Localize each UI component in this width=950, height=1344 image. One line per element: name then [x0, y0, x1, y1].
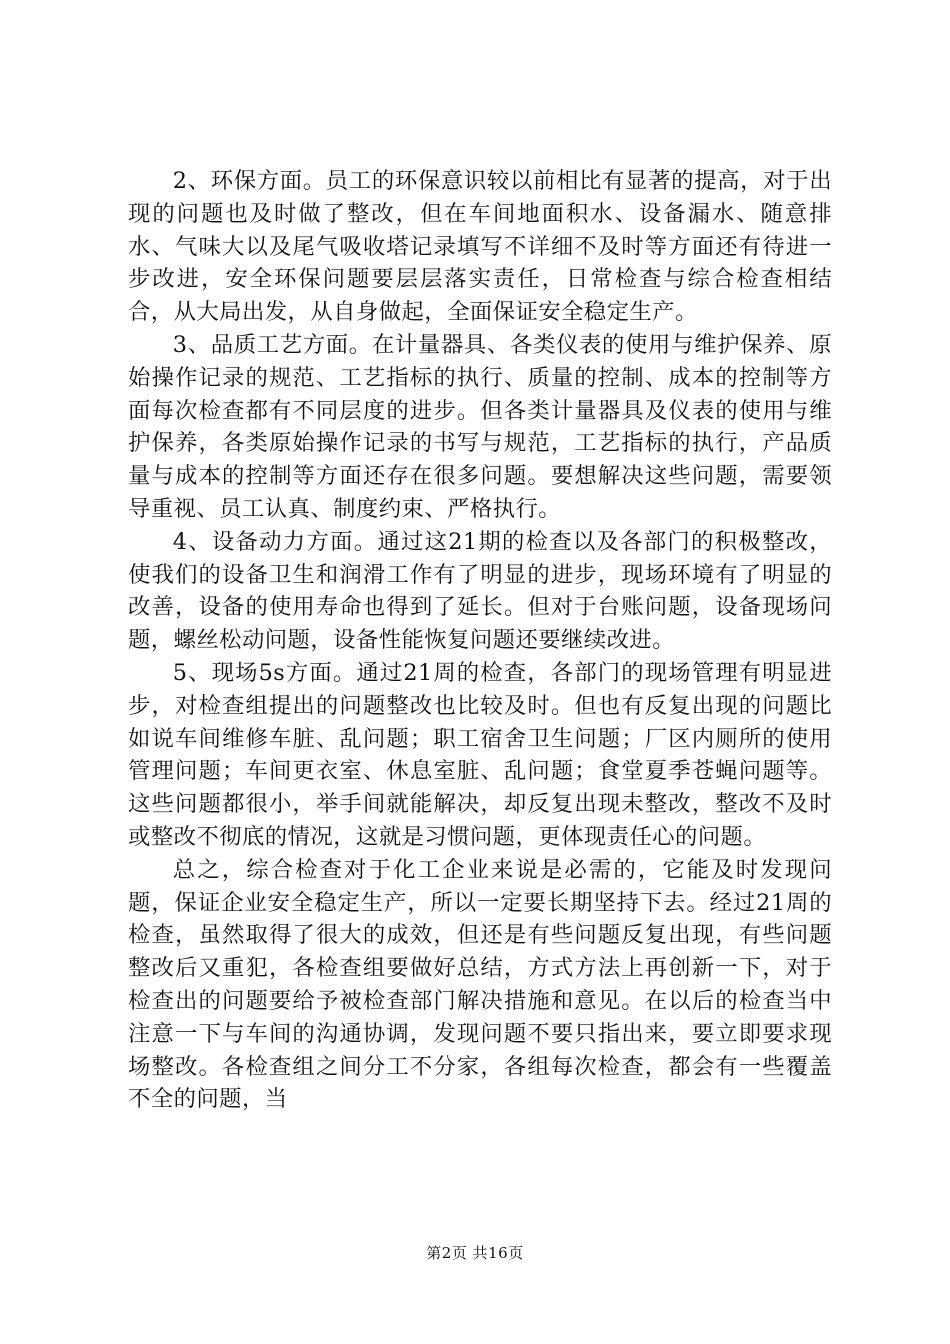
page-number-footer: 第2页 共16页	[426, 1244, 524, 1262]
paragraph-quality-process: 3、品质工艺方面。在计量器具、各类仪表的使用与维护保养、原始操作记录的规范、工艺指标的执行、质量的控制、成本的控制等方面每次检查都有不同层度的进步。但各类计量器具及仪表的使用与维护保养，各类原始操作记录的书写与规范，工艺指标的执行，产品质量与成本的控制等方面还存在很多问题。要想解决这些问题，需要领导重视、员工认真、制度约束、严格执行。	[128, 331, 832, 522]
paragraph-onsite-5s: 5、现场5s方面。通过21周的检查，各部门的现场管理有明显进步，对检查组提出的问题整改也比较及时。但也有反复出现的问题比如说车间维修车脏、乱问题；职工宿舍卫生问题；厂区内厕所的使用管理问题；车间更衣室、休息室脏、乱问题；食堂夏季苍蝇问题等。这些问题都很小，举手间就能解决，却反复出现未整改，整改不及时或整改不彻底的情况，这就是习惯问题，更体现责任心的问题。	[128, 659, 832, 850]
paragraph-environment: 2、环保方面。员工的环保意识较以前相比有显著的提高，对于出现的问题也及时做了整改，但在车间地面积水、设备漏水、随意排水、气味大以及尾气吸收塔记录填写不详细不及时等方面还有待进一步改进，安全环保问题要层层落实责任，日常检查与综合检查相结合，从大局出发，从自身做起，全面保证安全稳定生产。	[128, 168, 832, 326]
document-body	[128, 165, 832, 1116]
paragraph-summary: 总之，综合检查对于化工企业来说是必需的，它能及时发现问题，保证企业安全稳定生产，所以一定要长期坚持下去。经过21周的检查，虽然取得了很大的成效，但还是有些问题反复出现，有些问题整改后又重犯，各检查组要做好总结，方式方法上再创新一下，对于检查出的问题要给予被检查部门解决措施和意见。在以后的检查当中注意一下与车间的沟通协调，发现问题不要只指出来，要立即要求现场整改。各检查组之间分工不分家，各组每次检查，都会有一些覆盖不全的问题，当	[128, 856, 832, 1113]
paragraph-equipment-power: 4、设备动力方面。通过这21期的检查以及各部门的积极整改，使我们的设备卫生和润滑工作有了明显的进步，现场环境有了明显的改善，设备的使用寿命也得到了延长。但对于台账问题，设备现场问题，螺丝松动问题，设备性能恢复问题还要继续改进。	[128, 528, 832, 654]
